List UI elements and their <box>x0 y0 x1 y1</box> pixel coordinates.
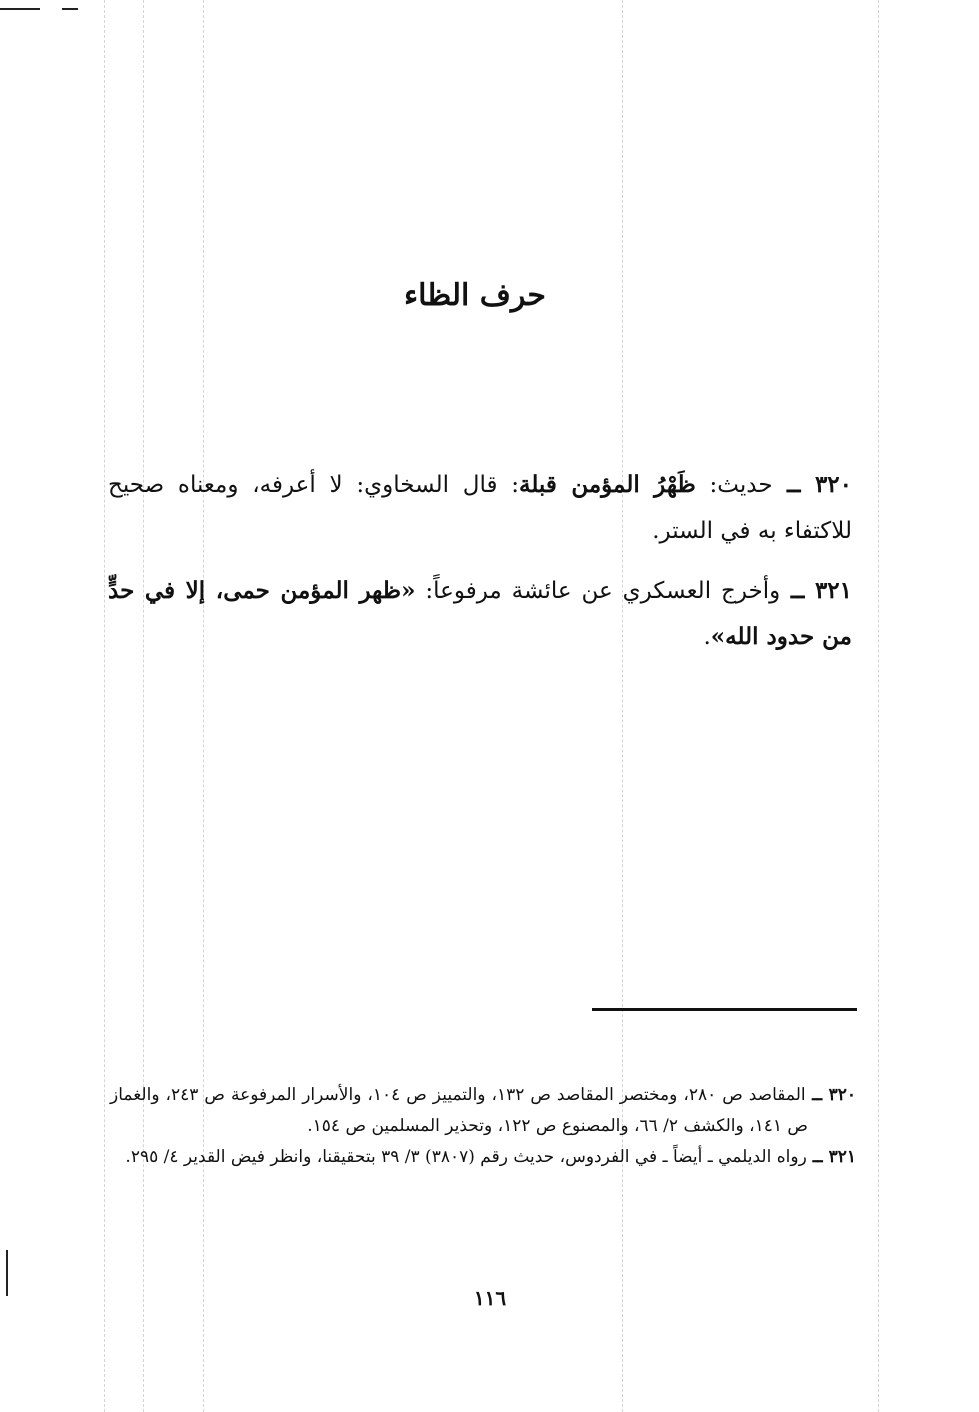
entry-text: . <box>703 624 711 650</box>
entry-number: ٣٢١ <box>814 577 852 604</box>
footnote-text: المقاصد ص ٢٨٠، ومختصر المقاصد ص ١٣٢، والتمييز ص ١٠٤، والأسرار المرفوعة ص ٢٤٣، والغماز ص ١٤١، والكشف ٢/ ٦٦، والمصنوع ص ١٢٢، وتحذير المسلمين ص ١٥٤. <box>110 1085 808 1136</box>
footnote-separator <box>592 1008 857 1011</box>
entry-dash: ــ <box>772 471 815 498</box>
entry-text: : قال السخاوي: لا أعرفه، ومعناه صحيح للاكتفاء به في الستر. <box>108 472 852 544</box>
footnote-dash: ــ <box>806 1147 829 1167</box>
footnote-dash: ــ <box>805 1085 829 1105</box>
scan-dotted-guide <box>203 0 204 1412</box>
scan-dotted-guide <box>104 0 105 1412</box>
footnote-number: ٣٢٠ <box>828 1085 856 1105</box>
page-number: ١١٦ <box>473 1286 507 1310</box>
scan-artifact-line <box>6 1250 8 1296</box>
chapter-heading: حرف الظاء <box>404 278 546 313</box>
scan-artifact-line <box>0 8 40 10</box>
footnote <box>110 1142 856 1173</box>
entry-dash: ــ <box>780 577 815 604</box>
scan-dotted-guide <box>143 0 144 1412</box>
footnote-text: رواه الديلمي ـ أيضاً ـ في الفردوس، حديث رقم (٣٨٠٧) ٣/ ٣٩ بتحقيقنا، وانظر فيض القدير ٤/ ٢٩٥. <box>125 1147 807 1167</box>
footnote <box>110 1080 856 1142</box>
scan-artifact-line <box>62 8 78 10</box>
scan-dotted-guide <box>622 0 623 1412</box>
entry-number: ٣٢٠ <box>814 471 853 498</box>
entry-lead: حديث: <box>695 472 773 498</box>
entry-paragraph <box>108 568 852 660</box>
entry-paragraph <box>108 462 852 554</box>
entry-hadith-text: «ظهر المؤمن حمى، إلا في حدٍّ من حدود الله» <box>108 577 852 650</box>
footnotes <box>110 1080 856 1173</box>
footnote-number: ٣٢١ <box>828 1147 856 1167</box>
entry-hadith-text: ظَهْرُ المؤمن قبلة <box>518 471 696 498</box>
entry-lead: وأخرج العسكري عن عائشة مرفوعاً: <box>415 578 781 604</box>
scan-dotted-guide <box>878 0 879 1412</box>
